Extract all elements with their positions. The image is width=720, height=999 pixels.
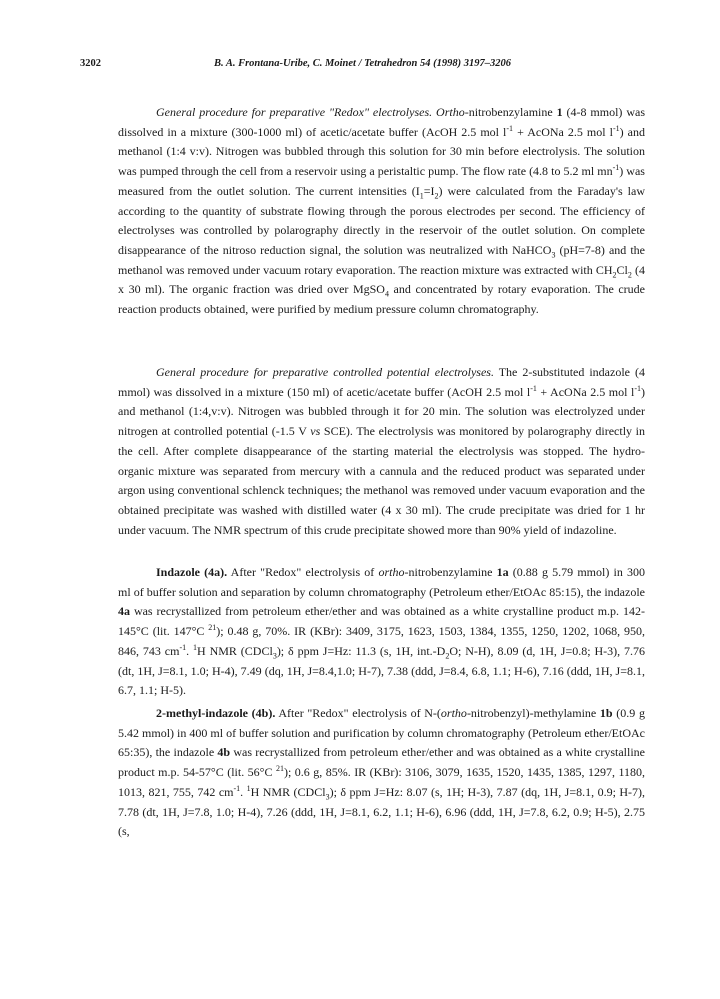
- text-run: O; N-H), 8.09 (d, 1H, J=0.8; H-3), 7.76 (dt, 1H, J=8.1, 1.0; H-4), 7.49 (dq, 1H, J=8.4,1.0; H-7), 7.38 (ddd, J=8.4, 6.8, 1.1; H-6), 7.16 (ddd, 1H, J=8.1, 6.7, 1.1; H-5).: [118, 643, 645, 698]
- text-run: -nitrobenzylamine: [404, 565, 497, 579]
- text-run: ) was measured from the outlet solution. The current intensities (I: [118, 164, 645, 198]
- text-run: .: [240, 784, 247, 799]
- text-run: ); 0.48 g, 70%. IR (KBr): 3409, 3175, 1623, 1503, 1384, 1355, 1250, 1202, 1068, 950, 846, 743 cm: [118, 624, 645, 658]
- text-run: + AcONa 2.5 mol l: [536, 384, 635, 399]
- page-header: [80, 58, 645, 74]
- italic-run: Ortho: [436, 105, 465, 119]
- text-run: (0.88 g 5.79 mmol) in 300 ml of buffer solution and separation by column chromatography (Petroleum ether/EtOAc 85:15), the indazole: [118, 565, 645, 599]
- paragraph-controlled-potential: [118, 363, 645, 540]
- running-title: B. A. Frontana-Uribe, C. Moinet / Tetrahedron 54 (1998) 3197–3206: [213, 58, 512, 69]
- subscript: 2: [445, 651, 450, 661]
- text-run: ) were calculated from the Faraday's law according to the quantity of substrate flowing through the porous electrodes per second. The efficiency of electrolyses was controlled by polarography directly in the reservoir of the outlet solution. On complete disappearance of the nitroso reduction signal, the solution was neutralized with NaHCO: [118, 183, 645, 257]
- compound-label: 1: [556, 105, 563, 119]
- text-run: .: [186, 643, 194, 658]
- superscript: -1: [506, 123, 514, 133]
- compound-label: 1a: [496, 565, 509, 579]
- text-run: ) and methanol (1:4,v:v). Nitrogen was bubbled through it for 20 min. The solution was electrolyzed under nitrogen at controlled potential (-1.5 V: [118, 384, 645, 439]
- text-run: and concentrated by rotary evaporation. The crude reaction products obtained, were purified by medium pressure column chromatography.: [118, 282, 645, 317]
- text-run: ); δ ppm J=Hz: 11.3 (s, 1H, int.-D: [276, 643, 446, 658]
- paragraph-heading: General procedure for preparative controlled potential electrolyses.: [156, 365, 494, 379]
- page-number: 3202: [80, 58, 101, 69]
- text-run: H NMR (CDCl: [250, 784, 326, 799]
- text-run: was recrystallized from petroleum ether/ether and was obtained as a white crystalline product m.p. 54-57°C (lit. 56°C: [118, 745, 645, 780]
- text-run: ); 0.6 g, 85%. IR (KBr): 3106, 3079, 1635, 1520, 1435, 1385, 1297, 1180, 1013, 821, 755, 742 cm: [118, 765, 646, 799]
- superscript: 1: [193, 642, 198, 652]
- subscript: 2: [627, 270, 632, 280]
- subscript: 3: [551, 250, 556, 260]
- text-run: After "Redox" electrolysis of: [227, 565, 379, 579]
- text-run: (pH=7-8) and the methanol was removed under vacuum rotary evaporation. The reaction mixture was extracted with CH: [118, 242, 645, 277]
- text-run: ); δ ppm J=Hz: 8.07 (s, 1H; H-3), 7.87 (dq, 1H, J=8.1, 0.9; H-7), 7.78 (dt, 1H, J=7.8, 1.0; H-4), 7.26 (ddd, 1H, J=8.1, 6.2, 1.1; H-6), 6.96 (ddd, 1H, J=7.8, 6.2, 0.9; H-5), 2.75 (s,: [118, 784, 646, 839]
- superscript: -1: [233, 783, 241, 793]
- subscript: 3: [325, 792, 330, 802]
- reference-superscript: 21: [275, 764, 284, 774]
- reference-superscript: 21: [208, 623, 217, 633]
- text-run: (4 x 30 ml). The organic fraction was dried over MgSO: [118, 262, 645, 297]
- superscript: -1: [612, 163, 620, 173]
- subscript: 2: [434, 191, 439, 201]
- paragraph-heading: General procedure for preparative "Redox" electrolyses.: [156, 105, 433, 119]
- compound-heading: Indazole (4a).: [156, 565, 228, 579]
- text-run: =I: [423, 183, 435, 198]
- superscript: -1: [179, 642, 187, 652]
- superscript: 1: [246, 783, 251, 793]
- superscript: -1: [612, 123, 620, 133]
- text-run: The 2-substituted indazole (4 mmol) was dissolved in a mixture (150 ml) of acetic/acetate buffer (AcOH 2.5 mol l: [118, 365, 645, 399]
- text-run: (4-8 mmol) was dissolved in a mixture (300-1000 ml) of acetic/acetate buffer (AcOH 2.5 mol l: [118, 105, 646, 139]
- text-run: H NMR (CDCl: [197, 643, 273, 658]
- text-run: -nitrobenzylamine: [464, 105, 557, 119]
- italic-run: ortho: [440, 706, 467, 720]
- subscript: 2: [612, 270, 617, 280]
- italic-run: vs: [310, 424, 321, 439]
- paragraph-indazole-4a: [118, 563, 645, 701]
- italic-run: ortho: [378, 565, 405, 579]
- text-run: (0.9 g 5.42 mmol) in 400 ml of buffer solution and purification by column chromatography (Petroleum ether/EtOAc 65:35), the indazole: [118, 706, 645, 760]
- text-run: After "Redox" electrolysis of N-(: [275, 706, 441, 720]
- paragraph-2-methyl-indazole-4b: [118, 704, 645, 842]
- text-run: -nitrobenzyl)-methylamine: [466, 706, 600, 720]
- paragraph-redox-electrolyses: [118, 103, 645, 320]
- subscript: 1: [419, 191, 424, 201]
- text-run: Cl: [616, 262, 628, 277]
- superscript: -1: [530, 383, 537, 393]
- subscript: 4: [384, 289, 389, 299]
- subscript: 3: [272, 651, 277, 661]
- text-run: ) and methanol (1:4 v:v). Nitrogen was bubbled through this solution for 30 min before electrolysis. The solution was pumped through the cell from a reservoir using a peristaltic pump. The flow rate (4.8 to 5.2 ml mn: [118, 124, 645, 179]
- compound-heading: 2-methyl-indazole (4b).: [156, 706, 276, 720]
- compound-label: 4a: [118, 604, 130, 619]
- text-run: SCE). The electrolysis was monitored by polarography directly in the cell. After complete disappearance of the starting material the electrolysis was stopped. The hydro-organic mixture was separated from mercury with a cannula and the reduced product was separated under argon using conventional schlenck techniques; the methanol was removed under vacuum evaporation and the obtained precipitate was washed with distilled water (4 x 30 ml). The crude precipitate was dried for 1 hr under vacuum. The NMR spectrum of this crude precipitate showed more than 90% yield of indazoline.: [118, 424, 646, 537]
- compound-label: 1b: [599, 706, 613, 720]
- text-run: + AcONa 2.5 mol l: [513, 124, 613, 139]
- superscript: -1: [634, 383, 641, 393]
- compound-label: 4b: [217, 745, 231, 760]
- text-run: was recrystallized from petroleum ether/ether and was obtained as a white crystalline product m.p. 142-145°C (lit. 147°C: [118, 604, 645, 639]
